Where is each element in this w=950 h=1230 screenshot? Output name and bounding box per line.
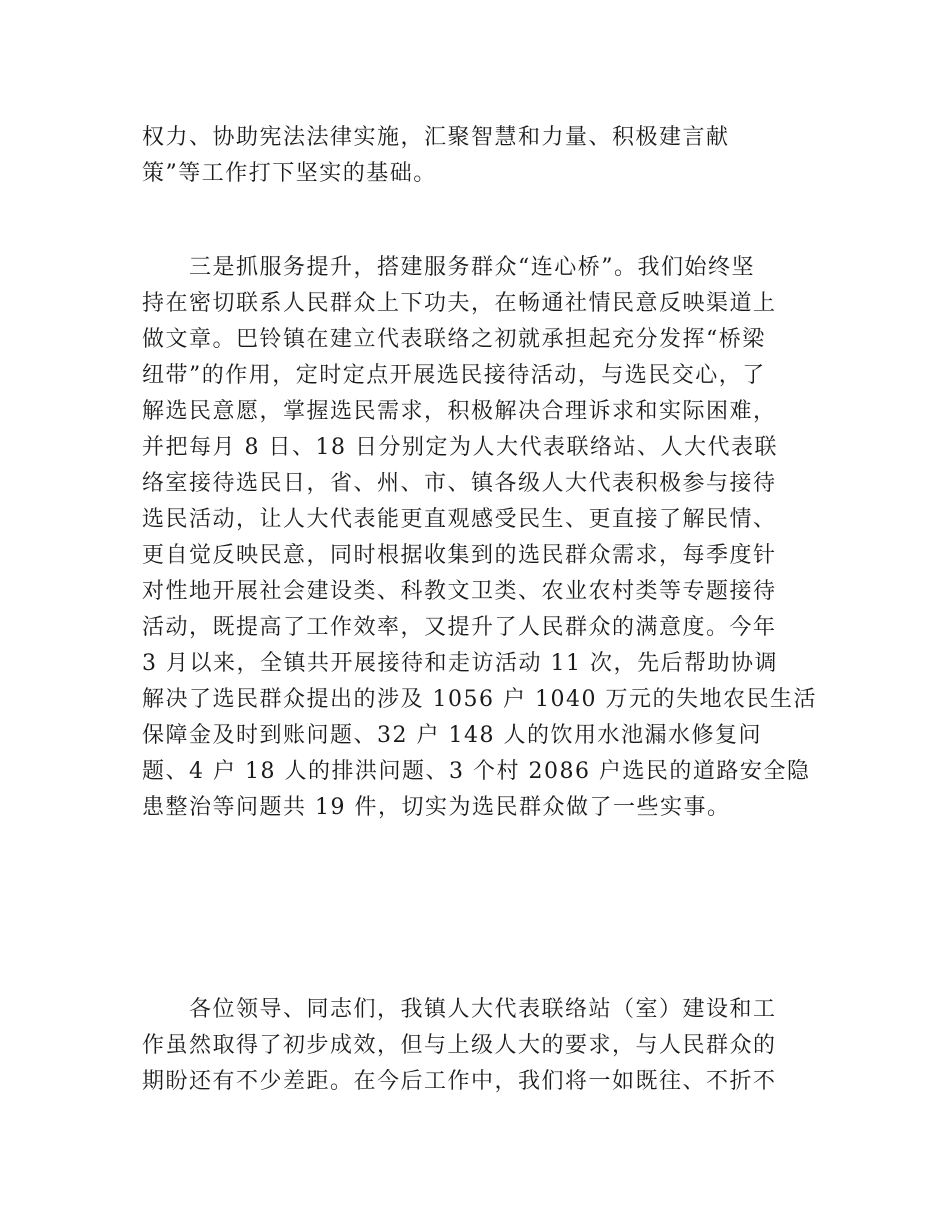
paragraph-line: 做文章。巴铃镇在建立代表联络之初就承担起充分发挥“桥梁 (142, 327, 766, 352)
paragraph-line: 各位领导、同志们，我镇人大代表联络站（室）建设和工 (142, 997, 777, 1022)
paragraph-line: 期盼还有不少差距。在今后工作中，我们将一如既往、不折不 (142, 1069, 777, 1094)
paragraph-line: 三是抓服务提升，搭建服务群众“连心桥”。我们始终坚 (142, 255, 755, 280)
paragraph-line: 选民活动，让人大代表能更直观感受民生、更直接了解民情、 (142, 507, 777, 532)
paragraph-line: 纽带”的作用，定时定点开展选民接待活动，与选民交心，了 (142, 363, 766, 388)
paragraph-line: 策”等工作打下坚实的基础。 (142, 161, 437, 186)
paragraph-line: 保障金及时到账问题、32 户 148 人的饮用水池漏水修复问 (142, 723, 762, 748)
paragraph-line: 活动，既提高了工作效率，又提升了人民群众的满意度。今年 (142, 615, 777, 640)
paragraph-line: 题、4 户 18 人的排洪问题、3 个村 2086 户选民的道路安全隐 (142, 759, 811, 784)
paragraph-line: 3 月以来，全镇共开展接待和走访活动 11 次，先后帮助协调 (142, 651, 778, 676)
paragraph-3 (142, 992, 822, 1100)
paragraph-line: 作虽然取得了初步成效，但与上级人大的要求，与人民群众的 (142, 1033, 777, 1058)
paragraph-line: 持在密切联系人民群众上下功夫，在畅通社情民意反映渠道上 (142, 291, 777, 316)
paragraph-line: 解决了选民群众提出的涉及 1056 户 1040 万元的失地农民生活 (142, 687, 817, 712)
paragraph-1 (142, 120, 822, 192)
paragraph-line: 患整治等问题共 19 件，切实为选民群众做了一些实事。 (142, 795, 731, 820)
paragraph-2 (142, 250, 822, 826)
paragraph-line: 并把每月 8 日、18 日分别定为人大代表联络站、人大代表联 (142, 435, 778, 460)
paragraph-line: 权力、协助宪法法律实施，汇聚智慧和力量、积极建言献 (142, 125, 730, 150)
paragraph-line: 络室接待选民日，省、州、市、镇各级人大代表积极参与接待 (142, 471, 777, 496)
paragraph-line: 更自觉反映民意，同时根据收集到的选民群众需求，每季度针 (142, 543, 777, 568)
paragraph-line: 对性地开展社会建设类、科教文卫类、农业农村类等专题接待 (142, 579, 777, 604)
paragraph-line: 解选民意愿，掌握选民需求，积极解决合理诉求和实际困难， (142, 399, 777, 424)
